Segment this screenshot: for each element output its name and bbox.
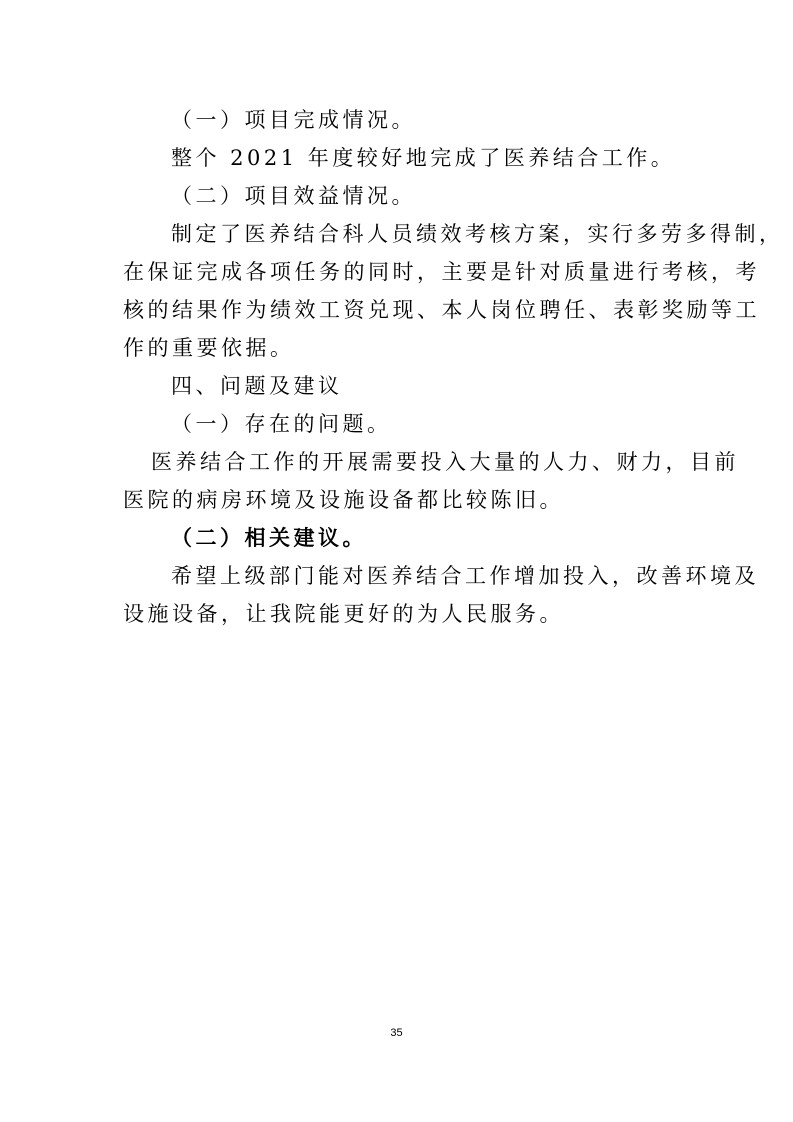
paragraph-line: 制定了医养结合科人员绩效考核方案，实行多劳多得制，: [171, 222, 784, 246]
paragraph-line: 医院的病房环境及设施设备都比较陈旧。: [123, 488, 564, 512]
paragraph-line: 核的结果作为绩效工资兑现、本人岗位聘任、表彰奖励等工: [123, 298, 760, 322]
paragraph-line: 设施设备，让我院能更好的为人民服务。: [123, 602, 564, 626]
section-two-heading: （二）项目效益情况。: [171, 184, 416, 208]
paragraph-line: 在保证完成各项任务的同时，主要是针对质量进行考核，考: [123, 260, 760, 284]
page-number: 35: [390, 1027, 403, 1039]
paragraph-line: 作的重要依据。: [123, 336, 295, 360]
paragraph-line: 医养结合工作的开展需要投入大量的人力、财力，目前: [151, 450, 739, 474]
part-four-heading: 四、问题及建议: [171, 374, 343, 398]
subsection-two-heading: （二）相关建议。: [171, 525, 367, 550]
subsection-one-heading: （一）存在的问题。: [171, 412, 392, 436]
section-one-heading: （一）项目完成情况。: [171, 108, 416, 132]
section-one-text: 整个 2021 年度较好地完成了医养结合工作。: [171, 146, 676, 170]
paragraph-line: 希望上级部门能对医养结合工作增加投入，改善环境及: [171, 564, 759, 588]
